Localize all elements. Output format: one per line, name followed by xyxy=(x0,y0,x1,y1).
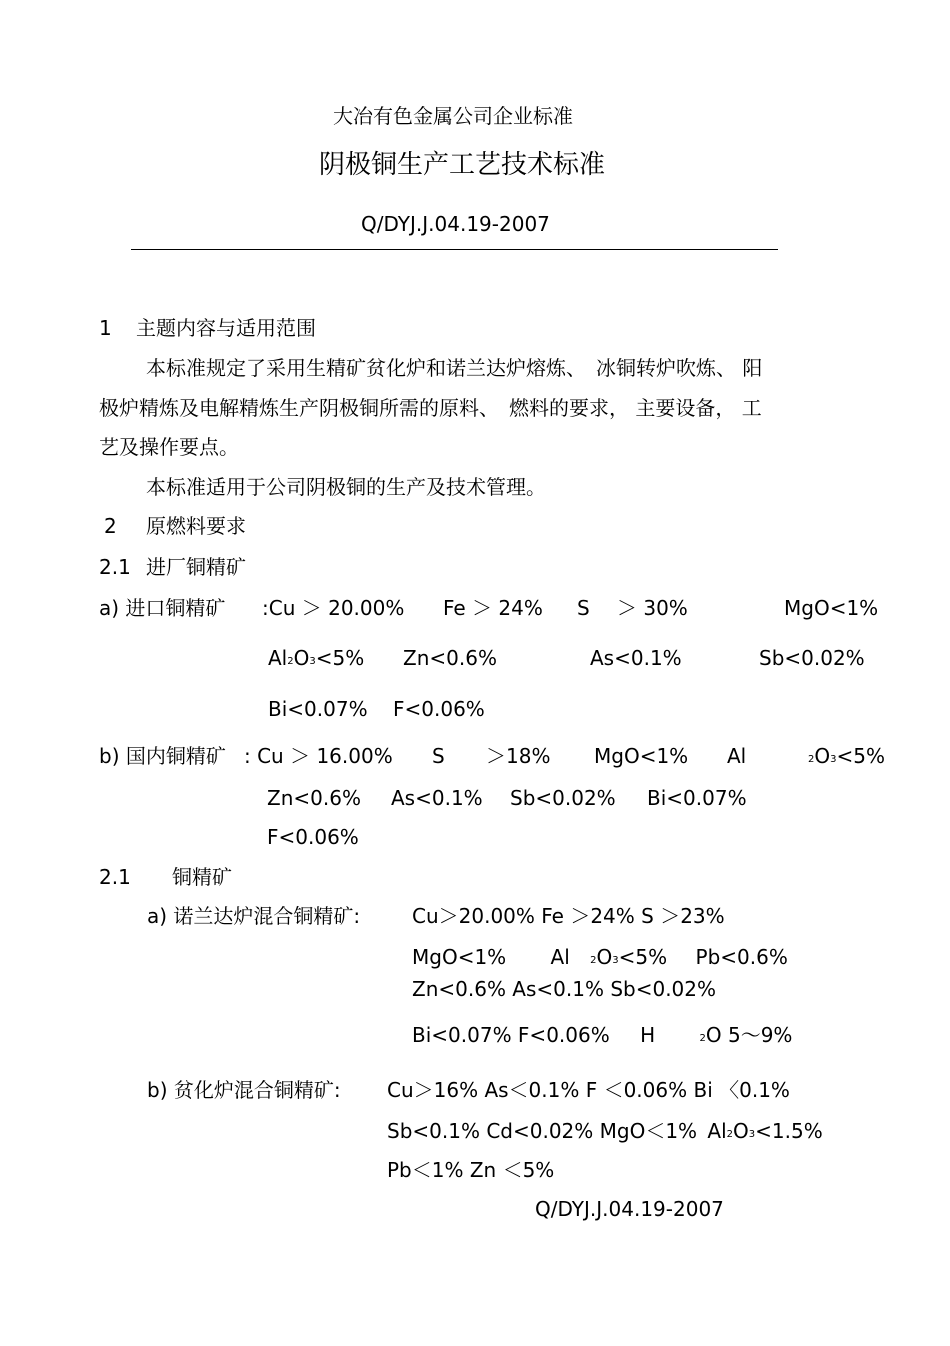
doc-title: 阴极铜生产工艺技术标准 xyxy=(319,150,606,180)
noranda-h-subscript: 2 xyxy=(699,1033,706,1044)
noranda-pb: Pb<0.6% xyxy=(695,945,788,969)
s1-para1-line3: 艺及操作要点。 xyxy=(99,435,239,459)
noranda-row3: Zn<0.6% As<0.1% Sb<0.02% xyxy=(412,977,717,1001)
noranda-h-symbol: H xyxy=(640,1023,656,1047)
imported-cu: :Cu ＞ 20.00% xyxy=(262,596,405,620)
s1-heading: 主题内容与适用范围 xyxy=(136,316,316,340)
dilution-al-subscript: 2 xyxy=(726,1129,734,1140)
imported-o-subscript: 3 xyxy=(309,656,316,667)
noranda-water-value: O 5～9% xyxy=(705,1023,793,1047)
header-rule xyxy=(131,249,778,250)
imported-bi: Bi<0.07% xyxy=(268,697,368,721)
doc-code: Q/DYJ.J.04.19-2007 xyxy=(361,212,550,236)
domestic-label: b) 国内铜精矿 xyxy=(99,744,226,768)
imported-f: F<0.06% xyxy=(393,697,485,721)
s1-para2: 本标准适用于公司阴极铜的生产及技术管理。 xyxy=(146,475,546,499)
noranda-bi-f: Bi<0.07% F<0.06% xyxy=(412,1023,610,1047)
noranda-al-symbol: Al xyxy=(550,945,570,969)
imported-zn: Zn<0.6% xyxy=(403,646,497,670)
imported-s-value: ＞ 30% xyxy=(617,596,688,620)
s2-number: 2 xyxy=(104,514,117,538)
imported-al2o3 xyxy=(268,648,364,668)
org-name: 大冶有色金属公司企业标准 xyxy=(333,104,573,128)
s22-heading: 铜精矿 xyxy=(172,865,232,889)
imported-o-symbol: O xyxy=(293,646,310,670)
domestic-sb: Sb<0.02% xyxy=(510,786,616,810)
imported-al-subscript: 2 xyxy=(287,656,294,667)
noranda-al2o3-value: <5% xyxy=(618,945,668,969)
s2-heading: 原燃料要求 xyxy=(146,514,246,538)
dilution-o-symbol: O xyxy=(733,1119,749,1143)
noranda-al-subscript: 2 xyxy=(590,955,597,966)
dilution-sb-cd-mgo: Sb<0.1% Cd<0.02% MgO＜1% xyxy=(387,1119,698,1143)
s1-number: 1 xyxy=(99,316,112,340)
footer-doc-code: Q/DYJ.J.04.19-2007 xyxy=(535,1197,724,1221)
noranda-o-subscript: 3 xyxy=(612,955,619,966)
s21-heading: 进厂铜精矿 xyxy=(146,555,246,579)
noranda-o-symbol: O xyxy=(596,945,613,969)
imported-s: S xyxy=(577,596,590,620)
s21-number: 2.1 xyxy=(99,555,131,579)
domestic-mgo: MgO<1% xyxy=(594,744,689,768)
domestic-al2o3-rest xyxy=(808,746,885,766)
imported-sb: Sb<0.02% xyxy=(759,646,865,670)
dilution-row1: Cu＞16% As＜0.1% F ＜0.06% Bi 〈0.1% xyxy=(387,1078,790,1102)
noranda-row2 xyxy=(412,947,788,967)
noranda-mgo: MgO<1% xyxy=(412,945,507,969)
dilution-o-subscript: 3 xyxy=(748,1129,756,1140)
s1-para1-line1: 本标准规定了采用生精矿贫化炉和诺兰达炉熔炼、 冰铜转炉吹炼、 阳 xyxy=(146,356,763,380)
imported-al2o3-value: <5% xyxy=(315,646,365,670)
s22-number: 2.1 xyxy=(99,865,131,889)
dilution-label: b) 贫化炉混合铜精矿: xyxy=(147,1078,341,1102)
imported-as: As<0.1% xyxy=(590,646,682,670)
noranda-label: a) 诺兰达炉混合铜精矿: xyxy=(147,904,361,928)
imported-label: a) 进口铜精矿 xyxy=(99,596,226,620)
domestic-zn: Zn<0.6% xyxy=(267,786,361,810)
domestic-bi: Bi<0.07% xyxy=(647,786,747,810)
dilution-al2o3-value: <1.5% xyxy=(755,1119,823,1143)
domestic-f: F<0.06% xyxy=(267,825,359,849)
domestic-al-subscript: 2 xyxy=(808,754,815,765)
dilution-row3: Pb＜1% Zn ＜5% xyxy=(387,1158,555,1182)
domestic-o-symbol: O xyxy=(814,744,831,768)
domestic-as: As<0.1% xyxy=(391,786,483,810)
imported-mgo: MgO<1% xyxy=(784,596,879,620)
dilution-al-symbol: Al xyxy=(707,1119,727,1143)
domestic-s: S xyxy=(432,744,445,768)
imported-al-symbol: Al xyxy=(268,646,288,670)
noranda-row4 xyxy=(412,1025,792,1045)
s1-para1-line2: 极炉精炼及电解精炼生产阴极铜所需的原料、 燃料的要求， 主要设备， 工 xyxy=(99,396,762,420)
domestic-o-subscript: 3 xyxy=(830,754,837,765)
domestic-s-value: ＞18% xyxy=(486,744,551,768)
imported-fe: Fe ＞ 24% xyxy=(443,596,543,620)
noranda-row1: Cu＞20.00% Fe ＞24% S ＞23% xyxy=(412,904,725,928)
domestic-cu: : Cu ＞ 16.00% xyxy=(244,744,393,768)
domestic-al2o3-value: <5% xyxy=(836,744,885,768)
domestic-al-symbol: Al xyxy=(727,744,747,768)
dilution-row2 xyxy=(387,1121,823,1141)
